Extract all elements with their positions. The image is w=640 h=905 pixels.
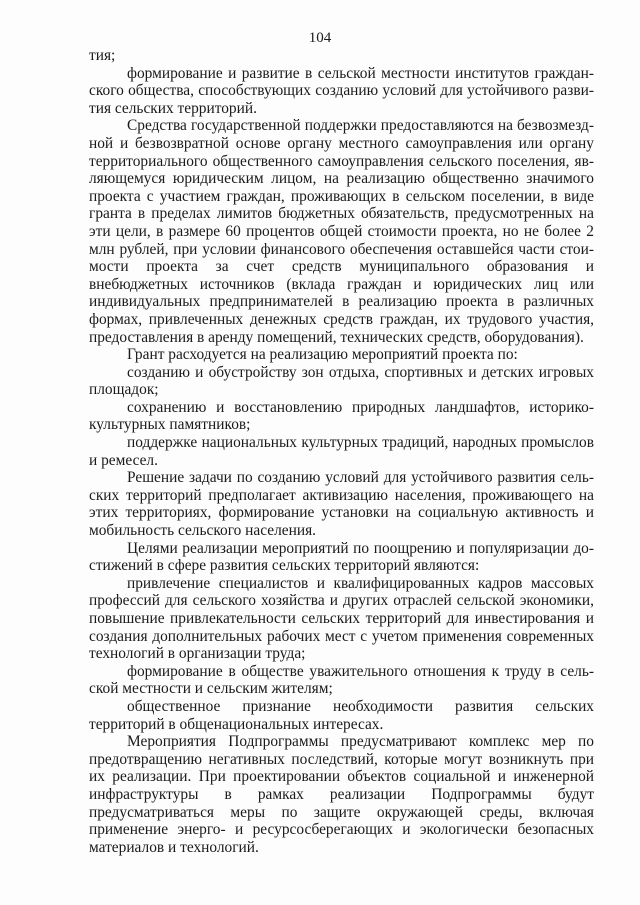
paragraph: Мероприятия Подпрограммы предусматривают комплекс мер по предотвращению негативных последствий, которые могут возникнуть при их реализации. При проектировании объектов социальной и инженерной инфраструктуры в рамках реализации Подпрограммы будут предусматриваться меры по защите окружающей среды, включая применение энерго- и ресурсосберегающих и экологически безопасных материалов и технологий.: [89, 733, 594, 856]
paragraph: сохранению и восстановлению природных ландшафтов, историко-культурных памятников;: [89, 398, 594, 434]
paragraph: Решение задачи по созданию условий для устойчивого развития сельских территорий предполагает активизацию населения, проживающего на этих территориях, формирование установки на социальную активность и мобильность сельского населения.: [89, 469, 594, 540]
paragraph: формирование и развитие в сельской местности институтов гражданского общества, способствующих созданию условий для устойчивого развития сельских территорий.: [89, 64, 594, 117]
page-number: 104: [308, 30, 332, 46]
paragraph: формирование в обществе уважительного отношения к труду в сельской местности и сельским жителям;: [89, 662, 594, 698]
paragraph: созданию и обустройству зон отдыха, спортивных и детских игровых площадок;: [89, 363, 594, 399]
paragraph: тия;: [89, 47, 116, 64]
paragraph: Целями реализации мероприятий по поощрению и популяризации достижений в сфере развития сельских территорий являются:: [89, 539, 594, 575]
paragraph: привлечение специалистов и квалифицированных кадров массовых профессий для сельского хозяйства и других отраслей сельской экономики, повышение привлекательности сельских территорий для инвестирования и создания дополнительных рабочих мест с учетом применения современных технологий в организации труда;: [89, 574, 594, 663]
paragraph: Грант расходуется на реализацию мероприятий проекта по:: [127, 346, 518, 364]
paragraph: поддержке национальных культурных традиций, народных промыслов и ремесел.: [89, 434, 594, 469]
paragraph: Средства государственной поддержки предоставляются на безвозмездной и безвозвратной основе органу местного самоуправления или органу территориального общественного самоуправления сельского поселения, являющемуся юридическим лицом, на реализацию общественно значимого проекта с участием граждан, проживающих в сельском поселении, в виде гранта в пределах лимитов бюджетных обязательств, предусмотренных на эти цели, в размере 60 процентов общей стоимости проекта, но не более 2 млн рублей, при условии финансового обеспечения оставшейся части стоимости проекта за счет средств муниципального образования и внебюджетных источников (вклада граждан и юридических лиц или индивидуальных предпринимателей в реализацию проекта в различных формах, привлеченных денежных средств граждан, их трудового участия, предоставления в аренду помещений, технических средств, оборудования).: [89, 117, 594, 346]
document-body: [89, 47, 594, 856]
paragraph: общественное признание необходимости развития сельских территорий в общенациональных интересах.: [89, 697, 594, 733]
